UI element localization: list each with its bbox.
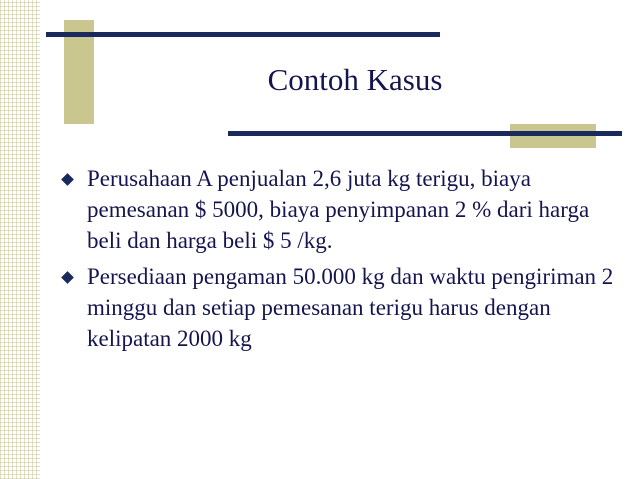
diamond-bullet-icon <box>61 271 74 284</box>
bullet-text: Perusahaan A penjualan 2,6 juta kg terigu, biaya pemesanan $ 5000, biaya penyimpanan 2 % dari harga beli dan harga beli $ 5 /kg. <box>87 166 590 253</box>
left-pattern-strip <box>0 0 40 479</box>
decorative-block-right <box>510 124 596 148</box>
bullet-item <box>60 261 620 354</box>
slide-title: Contoh Kasus <box>267 62 443 97</box>
title-rule-top <box>46 32 440 37</box>
bullet-item <box>60 163 620 256</box>
bullet-text: Persediaan pengaman 50.000 kg dan waktu pengiriman 2 minggu dan setiap pemesanan terigu harus dengan kelipatan 2000 kg <box>87 264 614 351</box>
diamond-bullet-icon <box>61 173 74 186</box>
bullet-list <box>60 163 620 359</box>
title-rule-bottom <box>228 131 622 136</box>
